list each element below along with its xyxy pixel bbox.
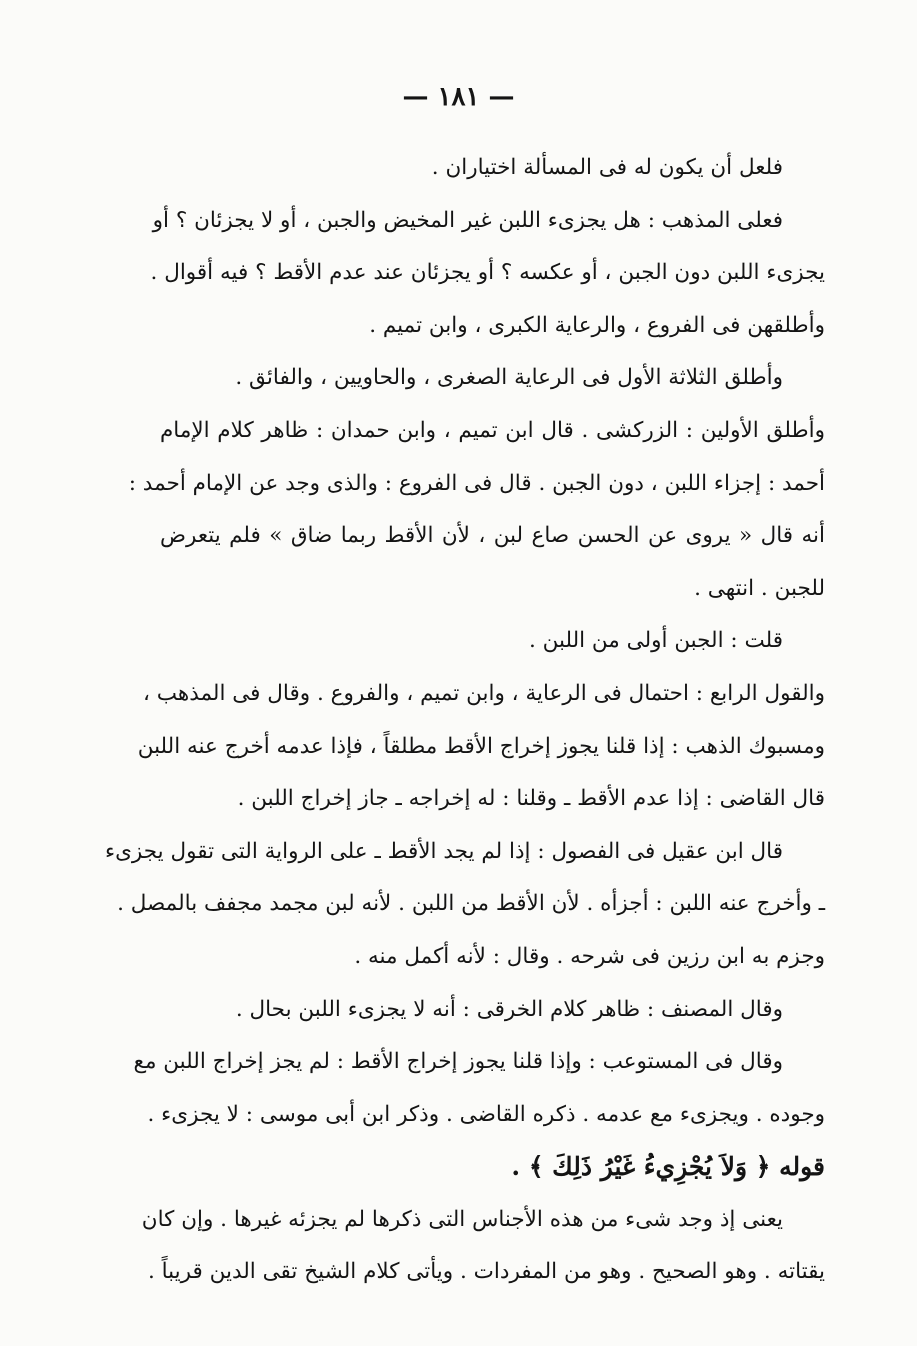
text-line: وأطلقهن فى الفروع ، والرعاية الكبرى ، وابن تميم . bbox=[369, 312, 825, 338]
text-line: قلت : الجبن أولى من اللبن . bbox=[528, 628, 783, 654]
text-line: وجزم به ابن رزين فى شرحه . وقال : لأنه أكمل منه . bbox=[354, 943, 825, 969]
text-line: فلعل أن يكون له فى المسألة اختياران . bbox=[431, 155, 783, 180]
text-line: فعلى المذهب : هل يجزىء اللبن غير المخيض والجبن ، أو لا يجزئان ؟ أو bbox=[152, 207, 783, 233]
text-line: قال ابن عقيل فى الفصول : إذا لم يجد الأقط ـ على الرواية التى تقول يجزىء bbox=[104, 838, 783, 864]
text-line: وأطلق الثلاثة الأول فى الرعاية الصغرى ، والحاويين ، والفائق . bbox=[235, 365, 783, 391]
text-line: وقال فى المستوعب : وإذا قلنا يجوز إخراج الأقط : لم يجز إخراج اللبن مع bbox=[133, 1049, 783, 1075]
text-line: أنه قال « يروى عن الحسن صاع لبن ، لأن الأقط ربما ضاق » فلم يتعرض bbox=[160, 523, 825, 549]
text-line: والقول الرابع : احتمال فى الرعاية ، وابن تميم ، والفروع . وقال فى المذهب ، bbox=[142, 680, 825, 706]
quran-quote-line: قوله ﴿ وَلاَ يُجْزِيءُ غَيْرُ ذَلِكَ ﴾ . bbox=[511, 1152, 825, 1182]
page-number: — ١٨١ — bbox=[402, 82, 515, 112]
text-line: وجوده . ويجزىء مع عدمه . ذكره القاضى . وذكر ابن أبى موسى : لا يجزىء . bbox=[147, 1101, 825, 1127]
text-line: وأطلق الأولين : الزركشى . قال ابن تميم ، وابن حمدان : ظاهر كلام الإمام bbox=[160, 417, 825, 443]
text-body bbox=[104, 142, 825, 1299]
text-line: أحمد : إجزاء اللبن ، دون الجبن . قال فى الفروع : والذى وجد عن الإمام أحمد : bbox=[128, 470, 825, 496]
text-line: وقال المصنف : ظاهر كلام الخرقى : أنه لا يجزىء اللبن بحال . bbox=[235, 996, 783, 1022]
text-line: قال القاضى : إذا عدم الأقط ـ وقلنا : له إخراجه ـ جاز إخراج اللبن . bbox=[237, 786, 825, 812]
text-line: يقتاته . وهو الصحيح . وهو من المفردات . ويأتى كلام الشيخ تقى الدين قريباً . bbox=[147, 1259, 825, 1285]
text-line: يجزىء اللبن دون الجبن ، أو عكسه ؟ أو يجزئان عند عدم الأقط ؟ فيه أقوال . bbox=[150, 260, 825, 286]
text-line: ـ وأخرج عنه اللبن : أجزأه . لأن الأقط من اللبن . لأنه لبن مجمد مجفف بالمصل . bbox=[117, 891, 825, 917]
text-line: ومسبوك الذهب : إذا قلنا يجوز إخراج الأقط مطلقاً ، فإذا عدمه أخرج عنه اللبن bbox=[137, 733, 825, 759]
text-line: يعنى إذ وجد شىء من هذه الأجناس التى ذكرها لم يجزئه غيرها . وإن كان bbox=[141, 1206, 783, 1232]
text-line: للجبن . انتهى . bbox=[694, 575, 825, 601]
